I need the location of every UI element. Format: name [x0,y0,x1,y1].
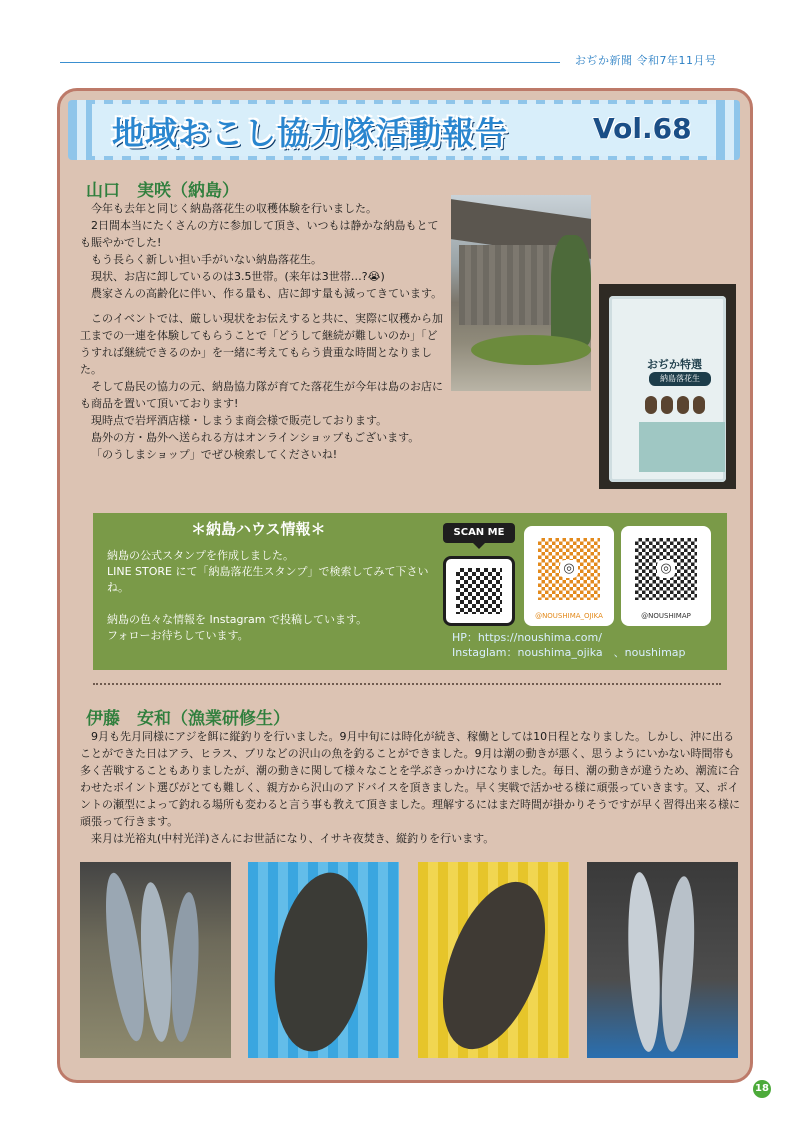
paragraph: 現時点で岩坪酒店様・しまうま商会様で販売しております。 [91,414,388,427]
section-divider [93,683,721,685]
peanut-illustration [645,396,715,416]
author-name-1: 山口 実咲（納島） [86,181,239,201]
paragraph: 農家さんの高齢化に伴い、作る量も、店に卸す量も減ってきています。 [91,287,443,300]
scan-me-label: SCAN ME [443,523,515,543]
newspaper-header: おぢか新聞 令和7年11月号 [575,54,717,67]
peanut-plants [471,335,591,365]
header-rule [60,62,560,63]
links [452,630,686,660]
bag-label [649,372,711,386]
paragraph: 9月も先月同様にアジを餌に縦釣りを行いました。9月中旬には時化が続き、稼働としては10日程となりました。しかし、沖に出ることができた日はアラ、ヒラス、ブリなどの沢山の魚を釣ることができました。9月は潮の動きが悪く、思うようにいかない時間帯も多く苦戦することもありましたが、潮の動きに関して様々なことを学ぶきっかけになりました。毎日、潮の動きが違うため、潮流に合わせたポイント選びがとても難しく、親方から沢山のアドバイスを頂きました。早く実戦で活かせる様に頑張っていきます。又、ポイントの瀬型によって釣れる場所も変わると言う事も教えて頂きました。理解するにはまだ時間が掛かりそうですが早く習得出来る様に頑張って行きます。 [80,730,740,828]
fish-photo-1 [80,862,231,1058]
paragraph: 「のうしまショップ」でぜひ検索してくださいね! [91,448,338,461]
fish [168,891,202,1042]
instagram-icon: ◎ [560,560,578,578]
page-number: 18 [753,1080,771,1098]
fish-photo-4 [587,862,738,1058]
fish [657,875,699,1053]
fish [624,871,663,1052]
author-name-2: 伊藤 安和（漁業研修生） [86,709,290,729]
bag-label-text: 納島落花生 [660,374,700,383]
article-body-2 [80,728,740,847]
line-qr-code[interactable] [443,556,515,626]
harvest-event-photo [451,195,591,391]
article-body-1 [80,200,444,463]
peanut-icon [661,396,673,414]
tree [551,235,591,345]
fish [264,867,378,1058]
info-line: LINE STORE にて「納島落花生スタンプ」で検索してみて下さいね。 [107,565,429,594]
fish [423,868,566,1058]
qr-code-icon [456,568,502,614]
fish-photo-3 [418,862,569,1058]
banner-title: 地域おこし協力隊活動報告 [112,114,509,152]
paragraph: 島外の方・島外へ送られる方はオンラインショップもございます。 [91,431,420,444]
paragraph: そして島民の協力の元、納島協力隊が育てた落花生が今年は島のお店にも商品を置いて頂いております! [80,380,443,410]
paragraph: もう長らく新しい担い手がいない納島落花生。 [91,253,322,266]
paragraph: 来月は光裕丸(中村光洋)さんにお世話になり、イサキ夜焚き、縦釣りを行います。 [91,832,495,845]
info-text [107,548,437,644]
peanut-icon [677,396,689,414]
info-line: フォローお待ちしています。 [107,629,249,642]
info-line: 納島の色々な情報を Instagram で投稿しています。 [107,613,368,626]
peanut-icon [693,396,705,414]
banner-volume: Vol.68 [593,112,692,145]
homepage-link[interactable]: HP：https://noushima.com/ [452,631,602,644]
peanut-product-photo [599,284,736,489]
instagram-qr-noushimap[interactable] [621,526,711,626]
bag-info-panel [639,422,725,472]
paragraph: 今年も去年と同じく納島落花生の収穫体験を行いました。 [91,202,377,215]
qr-caption: @NOUSHIMAP [641,612,691,620]
instagram-handles[interactable]: Instaglam：noushima_ojika 、noushimap [452,646,686,659]
product-bag [609,296,726,482]
instagram-qr-noushima-ojika[interactable] [524,526,614,626]
qr-caption: @NOUSHIMA_OJIKA [535,612,603,620]
instagram-icon: ◎ [657,560,675,578]
peanut-icon [645,396,657,414]
bag-title: おぢか特選 [647,358,702,371]
paragraph: 現状、お店に卸しているのは3.5世帯。(来年は3世帯…?😭) [91,270,385,283]
paragraph: このイベントでは、厳しい現状をお伝えすると共に、実際に収穫から加工までの一連を体験してもらうことで「どうして継続が難しいのか」「どうすれば継続できるのか」を一緒に考えてもらう貴重な時間となりました。 [80,312,443,376]
info-title: ＊納島ハウス情報＊ [191,520,326,538]
info-line: 納島の公式スタンプを作成しました。 [107,549,294,562]
fish-photo-2 [248,862,399,1058]
paragraph: 2日間本当にたくさんの方に参加して頂き、いつもは静かな納島もとても賑やかでした! [80,219,439,249]
